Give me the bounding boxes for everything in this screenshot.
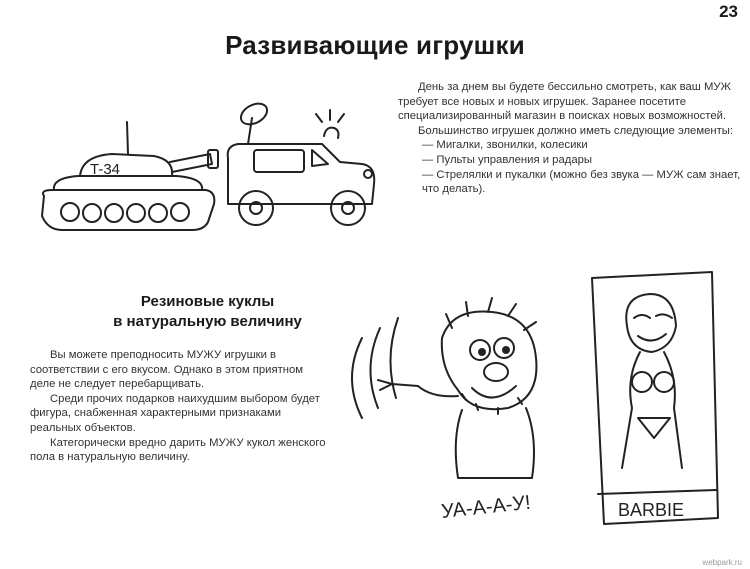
man-and-doll-illustration [322,268,732,563]
list-item: — Пульты управления и радары [422,153,593,166]
watermark: webpark.ru [702,558,742,567]
section-title-line: Резиновые куклы [140,293,275,310]
page-number: 23 [719,2,738,21]
exclamation-text: УА-А-А-У! [440,491,532,523]
toys-illustration [22,92,392,252]
intro-paragraph: Большинство игрушек должно иметь следующие элементы: [418,124,734,137]
intro-paragraph: День за днем вы будете бессильно смотреть, как ваш МУЖ требует все новых и новых игрушек. Заранее посетите специализированный магазин в поисках новых возможностей. [398,81,731,123]
tank-label: T-34 [90,161,121,178]
intro-text [398,80,743,197]
section-paragraph: Вы можете преподносить МУЖУ игрушки в соответствии с его вкусом. Однако в этом приятном деле не следует перебарщивать. [30,349,304,391]
section-text [30,348,330,465]
barbie-label: BARBIE [618,500,685,520]
page-title: Развивающие игрушки [225,30,525,60]
section-paragraph: Среди прочих подарков наихудшим выбором будет фигура, снабженная характерными признаками реальных объектов. [30,392,320,434]
section-paragraph: Категорически вредно дарить МУЖУ кукол женского пола в натуральную величину. [30,436,326,464]
list-item: — Мигалки, звонилки, колесики [422,139,588,152]
list-item: — Стрелялки и пукалки (можно без звука — МУЖ сам знает, что делать). [422,168,741,196]
section-title-line: в натуральную величину [113,313,302,330]
